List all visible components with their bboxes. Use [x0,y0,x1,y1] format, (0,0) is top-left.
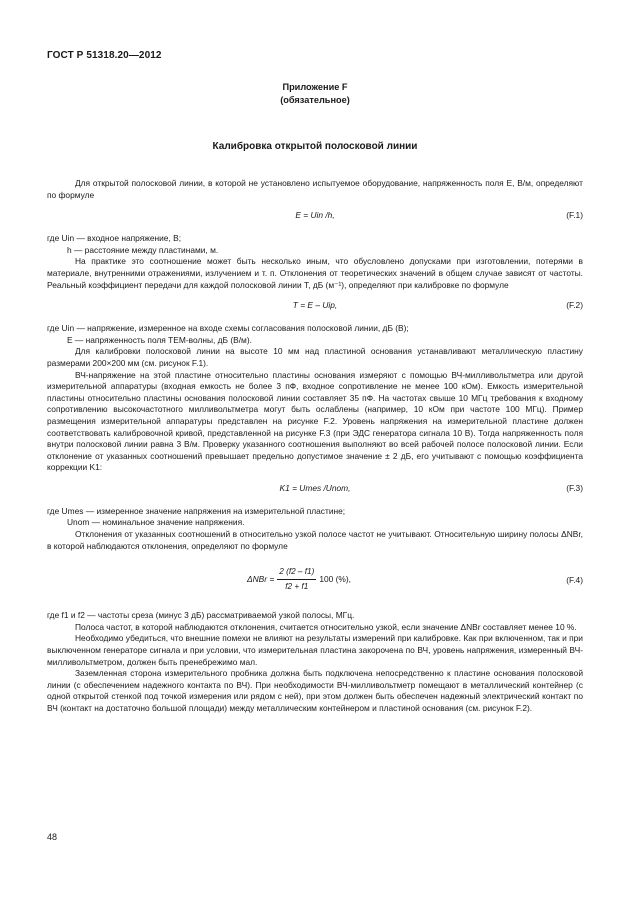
formula-f1-expression: E = Uin /h, [295,210,335,221]
formula-f3-expression: K1 = Umes /Unom, [279,482,351,493]
body-text [47,178,583,715]
paragraph-rf-voltage: ВЧ-напряжение на этой пластине относительно пластины основания измеряют с помощью ВЧ-милливольтметра или другой измерительной аппаратуры (входная емкость не более 3 пФ, входное сопротивление не менее 100 кОм). Емкость измерительной пластины относительно пластины основания полосковой линии составляет 35 пФ. На частотах свыше 10 МГц требования к входному сопротивлению высокочастотного милливольтметра могут быть ослаблены (например, 10 кОм при частоте 100 МГц). Пример размещения измерительной аппаратуры представлен на рисунке F.2. Уровень напряжения на измерительной пластине должен соответствовать калибровочной кривой, представленной на рисунке F.3 (при ЭДС генератора сигнала 10 В). Тогда напряженность поля внутри полосковой линии равна 3 В/м. Проверку указанного соотношения выполняют во всей рабочей полосе полосковой линии. Если отклонение от указанных соотношений превышает предельно допустимое значение ± 2 дБ, его учитывают с помощью коэффициента коррекции K1: [47,369,583,473]
formula-f4 [47,566,583,596]
where-f4-line1: где f1 и f2 — частоты среза (минус 3 дБ) рассматриваемой узкой полосы, МГц. [47,610,355,621]
where-f1-line2: h — расстояние между пластинами, м. [67,244,219,255]
paragraph-intro: Для открытой полосковой линии, в которой не установлено испытуемое оборудование, напряженность поля E, В/м, определяют по формуле [47,178,583,200]
formula-f2-expression: T = E – Uip, [292,300,338,311]
paragraph-calibration-plate: Для калибровки полосковой линии на высоте 10 мм над пластиной основания устанавливают металлическую пластину размерами 200×200 мм (см. рисунок F.1). [47,346,583,368]
where-f3-line2: Unom — номинальное значение напряжения. [67,517,245,528]
where-block-f4 [47,610,583,622]
annex-status: (обязательное) [280,95,350,105]
where-block-f3 [47,506,583,529]
paragraph-transfer-coefficient: На практике это соотношение может быть несколько иным, что обусловлено допусками при изготовлении, потерями в материале, внутренними отражениями, излучением и т. п. Отклонения от теоретических значений в общем случае зависят от частоты. Реальный коэффициент передачи для каждой полосковой линии T, дБ (м⁻¹), определяют при калибровке по формуле [47,256,583,290]
section-title: Калибровка открытой полосковой линии [212,141,418,152]
paragraph-bandwidth: Отклонения от указанных соотношений в относительно узкой полосе частот не учитывают. Относительную ширину полосы ΔNBr, в которой наблюдаются отклонения, определяют по формуле [47,529,583,551]
where-block-f1 [47,233,583,256]
page-number: 48 [47,832,58,842]
formula-f3-number: (F.3) [566,482,583,493]
paragraph-grounding: Заземленная сторона измерительного пробника должна быть подключена непосредственно к пластине основания полосковой линии (с обеспечением надежного контакта по ВЧ). При необходимости ВЧ-милливольтметр помещают в металлический контейнер (с одной открытой стенкой под точкой измерения или рядом с ней), при этом должен быть обеспечен надежный электрический контакт по ВЧ (контакт на достаточно большой площади) между металлическим контейнером и пластиной основания (см. рисунок F.2). [47,668,583,713]
formula-f1-number: (F.1) [566,210,583,221]
where-f3-line1: где Umes — измеренное значение напряжения на измерительной пластине; [47,505,346,516]
formula-f4-number: (F.4) [566,575,583,586]
formula-f3 [47,483,583,497]
standard-code: ГОСТ Р 51318.20—2012 [47,50,162,61]
where-f1-line1: где Uin — входное напряжение, В; [47,233,182,244]
formula-f1 [47,210,583,224]
formula-f4-expression [247,566,351,592]
paragraph-narrow-band: Полоса частот, в которой наблюдаются отклонения, считается относительно узкой, если значение ΔNBr составляет менее 10 %. [75,621,577,632]
where-block-f2 [47,323,583,346]
formula-f2 [47,300,583,314]
formula-f4-rhs: 100 (%), [319,573,351,584]
formula-f4-lhs: ΔNBr = [247,573,275,584]
formula-f4-denominator: f2 + f1 [285,581,309,591]
formula-f4-fraction [277,566,316,592]
formula-f2-number: (F.2) [566,300,583,311]
where-f2-line2: E — напряженность поля ТЕМ-волны, дБ (В/м). [67,334,252,345]
annex-title: Приложение F [282,82,348,92]
paragraph-external-interference: Необходимо убедиться, что внешние помехи не влияют на результаты измерений при калибровке. Как при включенном, так и при выключенном генераторе сигнала и при условии, что измерительная пластина закорочена по ВЧ, уровень напряжения, измеренный ВЧ-милливольтметром, должен быть пренебрежимо мал. [47,633,583,667]
where-f2-line1: где Uin — напряжение, измеренное на входе схемы согласования полосковой линии, дБ (В); [47,323,409,334]
formula-f4-numerator: 2 (f2 – f1) [277,566,316,580]
